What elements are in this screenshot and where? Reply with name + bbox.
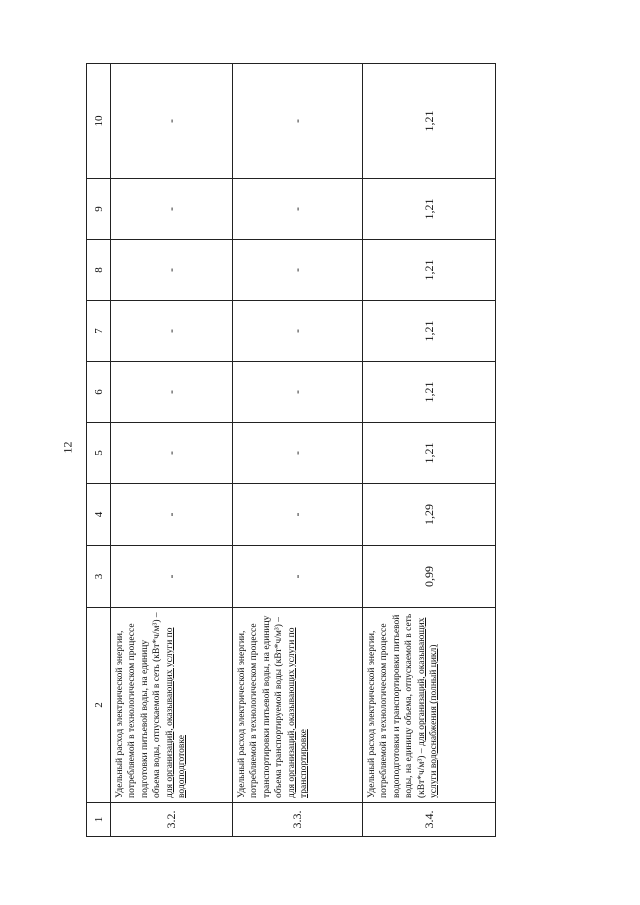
header-cell: 3 [87,546,111,608]
table-row [233,64,363,837]
value-cell: - [233,362,363,423]
value-cell: - [233,64,363,179]
page-number: 12 [60,441,75,454]
header-cell: 2 [87,608,111,803]
description-underlined: для организаций, оказывающих услуги по транспортировке [286,627,310,798]
header-cell: 7 [87,301,111,362]
value-cell: 1,21 [363,64,496,179]
description-underlined: для организаций, оказывающих услуги водоснабжения (полный цикл) [416,617,440,798]
description-underlined: для организаций, оказывающих услуги по водоподготовке [164,627,188,798]
value-cell: - [233,423,363,484]
header-cell: 5 [87,423,111,484]
value-cell: - [111,301,233,362]
value-cell: 1,29 [363,484,496,546]
energy-consumption-table [86,63,496,837]
value-cell: - [111,240,233,301]
rotated-table-container [86,64,494,837]
value-cell: 1,21 [363,301,496,362]
row-number: 3.2. [111,803,233,837]
row-description [363,608,496,803]
table-row [111,64,233,837]
value-cell: 1,21 [363,240,496,301]
row-number: 3.3. [233,803,363,837]
row-description [111,608,233,803]
value-cell: 1,21 [363,423,496,484]
value-cell: - [233,240,363,301]
value-cell: 1,21 [363,362,496,423]
value-cell: - [111,546,233,608]
header-cell: 6 [87,362,111,423]
value-cell: - [111,423,233,484]
row-number: 3.4. [363,803,496,837]
table-row [363,64,496,837]
value-cell: - [111,179,233,240]
header-cell: 4 [87,484,111,546]
row-description [233,608,363,803]
description-text: Удельный расход электрической энергии, потребляемой в технологическом процессе транспортировки питьевой воды, на единицу объема транспортируемой воды (кВт*ч/м³) – [237,615,285,798]
header-row [87,64,111,837]
value-cell: 0,99 [363,546,496,608]
header-cell: 1 [87,803,111,837]
value-cell: - [233,546,363,608]
value-cell: - [111,64,233,179]
description-text: Удельный расход электрической энергии, потребляемой в технологическом процессе водоподготовки и транспортировки питьевой воды, на единицу объема, отпускаемой в сеть (кВт*ч/м³) – [367,613,427,798]
value-cell: - [111,362,233,423]
header-cell: 10 [87,64,111,179]
value-cell: - [233,484,363,546]
value-cell: - [233,301,363,362]
description-text: Удельный расход электрической энергии, потребляемой в технологическом процессе подготовки питьевой воды, на единицу объема воды, отпускаемой в сеть (кВт*ч/м³) – [115,612,163,798]
header-cell: 9 [87,179,111,240]
value-cell: - [233,179,363,240]
value-cell: 1,21 [363,179,496,240]
value-cell: - [111,484,233,546]
header-cell: 8 [87,240,111,301]
